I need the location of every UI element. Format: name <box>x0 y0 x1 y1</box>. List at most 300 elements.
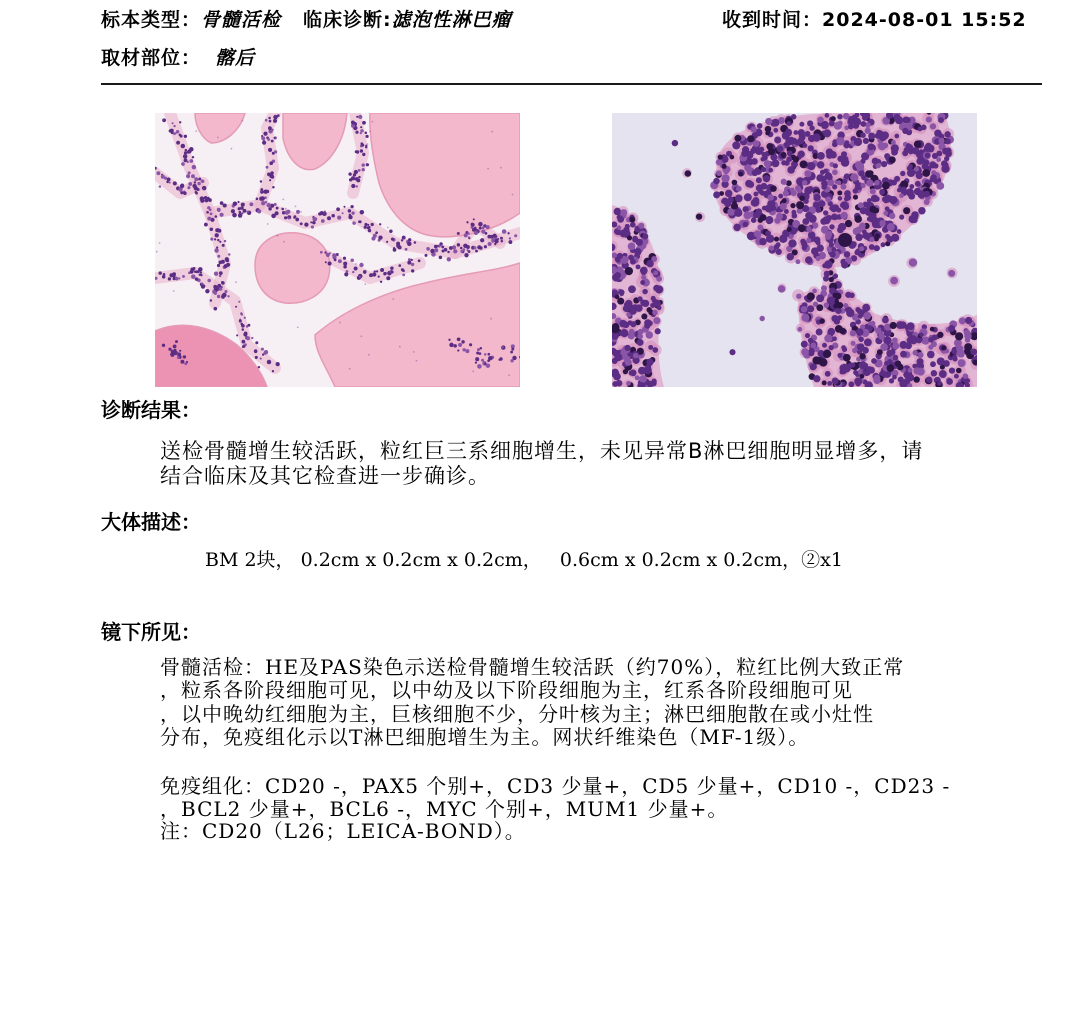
cell-nucleus <box>790 203 795 208</box>
cell-nucleus <box>475 357 479 361</box>
cell-nucleus <box>928 345 933 350</box>
received-time-label: 收到时间： <box>722 9 823 31</box>
cell-nucleus <box>873 207 879 213</box>
cell-nucleus <box>763 175 770 182</box>
cell-nucleus <box>364 223 367 226</box>
cell-nucleus <box>475 250 478 253</box>
cell-nucleus <box>732 141 740 149</box>
cell-nucleus <box>479 227 482 230</box>
cell-nucleus <box>841 151 847 157</box>
osteocyte-dot <box>512 194 514 196</box>
cell-nucleus <box>344 272 348 276</box>
cell-nucleus <box>930 174 937 181</box>
cell-nucleus <box>358 176 360 178</box>
cell-nucleus <box>860 183 865 188</box>
cell-nucleus <box>318 212 321 215</box>
cell-nucleus <box>343 265 347 269</box>
cell-nucleus <box>215 233 219 237</box>
cell-nucleus <box>355 131 358 134</box>
cell-nucleus <box>963 373 969 379</box>
cell-nucleus <box>721 174 729 182</box>
cell-nucleus <box>778 194 783 199</box>
cell-nucleus <box>311 225 314 228</box>
cell-nucleus <box>300 222 303 225</box>
cell-nucleus <box>464 253 468 257</box>
cell-nucleus <box>227 295 229 297</box>
cell-nucleus <box>343 206 345 208</box>
cell-nucleus <box>964 332 972 340</box>
ihc-note: 注：CD20（L26；LEICA-BOND）。 <box>160 819 526 844</box>
cell-nucleus <box>461 340 464 343</box>
cell-nucleus <box>652 310 658 316</box>
cell-nucleus <box>304 222 308 226</box>
cell-nucleus <box>887 223 895 231</box>
cell-nucleus <box>797 138 804 145</box>
cell-nucleus <box>816 304 823 311</box>
cell-nucleus <box>833 163 838 168</box>
cell-nucleus <box>853 195 858 200</box>
cell-nucleus <box>959 317 966 324</box>
cell-nucleus <box>178 277 180 279</box>
cell-nucleus <box>798 151 805 158</box>
cell-nucleus <box>186 174 190 178</box>
cell-nucleus <box>240 206 244 210</box>
cell-nucleus <box>217 264 220 267</box>
cell-nucleus <box>191 174 195 178</box>
cell-nucleus <box>804 170 811 177</box>
cell-nucleus <box>617 225 622 230</box>
cell-nucleus <box>900 171 905 176</box>
cell-nucleus <box>829 224 834 229</box>
cell-nucleus <box>449 343 453 347</box>
cell-nucleus <box>171 350 175 354</box>
cell-nucleus <box>173 125 175 127</box>
cell-nucleus <box>844 140 849 145</box>
cell-nucleus <box>356 150 359 153</box>
cell-nucleus <box>351 205 354 208</box>
cell-nucleus <box>801 341 808 348</box>
cell-nucleus <box>407 261 411 265</box>
cell-nucleus <box>936 157 941 162</box>
cell-nucleus <box>359 276 361 278</box>
cell-nucleus <box>265 119 268 122</box>
cell-nucleus <box>834 214 839 219</box>
cell-nucleus <box>807 186 813 192</box>
cell-nucleus <box>909 184 914 189</box>
cell-nucleus <box>844 197 849 202</box>
cell-nucleus <box>810 343 816 349</box>
cell-nucleus <box>854 138 862 146</box>
osteocyte-dot <box>490 318 492 320</box>
cell-nucleus <box>221 294 223 296</box>
cell-nucleus <box>314 217 317 220</box>
cell-nucleus <box>946 378 953 385</box>
cell-nucleus <box>190 270 194 274</box>
cell-nucleus <box>271 214 276 219</box>
cell-nucleus <box>887 236 894 243</box>
cell-nucleus <box>201 180 205 184</box>
cell-nucleus <box>930 123 936 129</box>
cell-nucleus <box>453 249 457 253</box>
cell-nucleus <box>232 213 237 218</box>
cell-nucleus <box>652 347 658 353</box>
cell-nucleus <box>640 267 648 275</box>
cell-nucleus <box>728 196 734 202</box>
cell-nucleus <box>637 334 643 340</box>
cell-nucleus <box>821 285 827 291</box>
cell-nucleus <box>772 160 780 168</box>
cell-nucleus <box>238 213 243 218</box>
cell-nucleus <box>892 375 897 380</box>
cell-nucleus <box>871 358 877 364</box>
cell-nucleus <box>220 213 224 217</box>
cell-nucleus <box>873 377 880 384</box>
cell-nucleus <box>499 357 502 360</box>
cell-nucleus <box>633 353 638 358</box>
cell-nucleus <box>623 369 628 374</box>
cell-nucleus <box>244 331 248 335</box>
osteocyte-dot <box>487 168 489 170</box>
cell-nucleus <box>219 241 221 243</box>
cell-nucleus <box>194 181 196 183</box>
cell-nucleus <box>859 361 867 369</box>
cell-nucleus <box>848 381 854 387</box>
cell-nucleus <box>863 138 869 144</box>
cell-nucleus <box>949 367 955 373</box>
cell-nucleus <box>799 195 805 201</box>
gross-heading: 大体描述： <box>101 510 201 534</box>
cell-nucleus <box>266 166 269 169</box>
cell-nucleus <box>173 181 177 185</box>
cell-nucleus <box>831 315 838 322</box>
cell-nucleus <box>217 239 219 241</box>
cell-nucleus <box>858 336 864 342</box>
cell-nucleus <box>390 266 393 269</box>
cell-nucleus <box>324 251 326 253</box>
cell-nucleus <box>857 343 865 351</box>
cell-nucleus <box>751 217 757 223</box>
cell-nucleus <box>816 328 823 335</box>
cell-nucleus <box>863 312 871 320</box>
cell-nucleus <box>368 229 371 232</box>
diagnosis-line: 结合临床及其它检查进一步确诊。 <box>160 464 490 488</box>
cell-nucleus <box>774 244 779 249</box>
cell-nucleus <box>625 224 630 229</box>
cell-nucleus <box>802 180 808 186</box>
diagnosis-heading: 诊断结果： <box>101 398 201 422</box>
osteocyte-dot <box>500 167 502 169</box>
cell-nucleus <box>832 170 838 176</box>
cell-nucleus <box>469 343 472 346</box>
cell-nucleus <box>807 292 815 300</box>
cell-nucleus <box>511 348 514 351</box>
cell-nucleus <box>734 135 741 142</box>
cell-nucleus <box>853 188 858 193</box>
cell-nucleus <box>908 368 913 373</box>
cell-nucleus <box>360 132 362 134</box>
cell-nucleus <box>293 215 296 218</box>
cell-nucleus <box>235 306 237 308</box>
cell-nucleus <box>696 213 702 219</box>
cell-nucleus <box>625 267 633 275</box>
cell-nucleus <box>207 217 211 221</box>
cell-nucleus <box>624 302 630 308</box>
osteocyte-dot <box>508 374 510 376</box>
cell-nucleus <box>348 172 351 175</box>
cell-nucleus <box>805 256 812 263</box>
cell-nucleus <box>495 239 499 243</box>
cell-nucleus <box>787 121 792 126</box>
cell-nucleus <box>475 361 477 363</box>
cell-nucleus <box>765 126 772 133</box>
osteocyte-dot <box>235 281 237 283</box>
cell-nucleus <box>756 177 762 183</box>
cell-nucleus <box>375 231 378 234</box>
cell-nucleus <box>806 226 811 231</box>
cell-nucleus <box>310 221 312 223</box>
cell-nucleus <box>242 345 245 348</box>
cell-nucleus <box>260 358 262 360</box>
cell-nucleus <box>258 366 260 368</box>
cell-nucleus <box>781 152 787 158</box>
cell-nucleus <box>879 189 885 195</box>
cell-nucleus <box>458 343 462 347</box>
cell-nucleus <box>379 223 381 225</box>
cell-nucleus <box>502 346 504 348</box>
cell-nucleus <box>203 285 206 288</box>
cell-nucleus <box>628 285 636 293</box>
cell-nucleus <box>725 190 733 198</box>
cell-nucleus <box>838 223 846 231</box>
cell-nucleus <box>751 199 759 207</box>
cell-nucleus <box>365 146 367 148</box>
cell-nucleus <box>224 264 228 268</box>
cell-nucleus <box>822 216 830 224</box>
cell-nucleus <box>809 125 814 130</box>
cell-nucleus <box>426 247 430 251</box>
cell-nucleus <box>179 133 182 136</box>
cell-nucleus <box>262 353 264 355</box>
microscopy-line: 骨髓活检：HE及PAS染色示送检骨髓增生较活跃（约70%），粒红比例大致正常 <box>160 655 905 679</box>
cell-nucleus <box>373 234 377 238</box>
cell-nucleus <box>685 170 692 177</box>
cell-nucleus <box>268 126 272 130</box>
cell-nucleus <box>931 370 938 377</box>
osteocyte-dot <box>297 327 299 329</box>
cell-nucleus <box>762 206 767 211</box>
cell-nucleus <box>733 224 740 231</box>
cell-nucleus <box>471 223 475 227</box>
cell-nucleus <box>358 220 361 223</box>
cell-nucleus <box>214 271 218 275</box>
cell-nucleus <box>214 215 217 218</box>
cell-nucleus <box>214 307 218 311</box>
received-time <box>722 8 1027 32</box>
cell-nucleus <box>770 185 777 192</box>
microscopy-line: ，粒系各阶段细胞可见，以中幼及以下阶段细胞为主，红系各阶段细胞可见 <box>160 678 853 703</box>
cell-nucleus <box>350 259 354 263</box>
osteocyte-dot <box>355 263 357 265</box>
cell-nucleus <box>919 149 924 154</box>
cell-nucleus <box>343 262 347 266</box>
cell-nucleus <box>441 245 444 248</box>
cell-nucleus <box>636 264 641 269</box>
cell-nucleus <box>812 364 817 369</box>
cell-nucleus <box>842 179 847 184</box>
cell-nucleus <box>902 128 908 134</box>
cell-nucleus <box>267 360 271 364</box>
cell-nucleus <box>756 208 762 214</box>
cell-nucleus <box>484 363 486 365</box>
cell-nucleus <box>194 177 198 181</box>
osteocyte-dot <box>457 233 459 235</box>
cell-nucleus <box>457 337 461 341</box>
cell-nucleus <box>172 122 174 124</box>
osteocyte-dot <box>472 370 474 372</box>
cell-nucleus <box>837 190 842 195</box>
cell-nucleus <box>336 207 340 211</box>
microscopy-text <box>160 656 904 749</box>
cell-nucleus <box>846 307 852 313</box>
cell-nucleus <box>836 137 844 145</box>
cell-nucleus <box>783 190 789 196</box>
cell-nucleus <box>850 173 858 181</box>
cell-nucleus <box>753 140 760 147</box>
osteocyte-dot <box>277 235 279 237</box>
cell-nucleus <box>881 161 887 167</box>
cell-nucleus <box>744 211 752 219</box>
cell-nucleus <box>864 338 872 346</box>
cell-nucleus <box>829 277 834 282</box>
cell-nucleus <box>837 353 842 358</box>
cell-nucleus <box>945 150 952 157</box>
cell-nucleus <box>217 284 221 288</box>
cell-nucleus <box>184 151 187 154</box>
cell-nucleus <box>855 234 863 242</box>
cell-nucleus <box>207 279 211 283</box>
cell-nucleus <box>837 114 843 120</box>
cell-nucleus <box>360 210 365 215</box>
cell-nucleus <box>741 150 748 157</box>
cell-nucleus <box>220 201 224 205</box>
cell-nucleus <box>868 132 875 139</box>
cell-nucleus <box>819 358 827 366</box>
osteocyte-dot <box>217 137 219 139</box>
cell-nucleus <box>885 206 890 211</box>
cell-nucleus <box>242 328 245 331</box>
micrograph-left <box>155 113 520 387</box>
cell-nucleus <box>872 158 879 165</box>
cell-nucleus <box>332 253 336 257</box>
cell-nucleus <box>821 184 827 190</box>
cell-nucleus <box>629 217 635 223</box>
microscopy-line: ，以中晚幼红细胞为主，巨核细胞不少，分叶核为主；淋巴细胞散在或小灶性 <box>160 701 874 726</box>
cell-nucleus <box>222 244 225 247</box>
cell-nucleus <box>241 324 245 328</box>
cell-nucleus <box>269 161 273 165</box>
cell-nucleus <box>796 201 804 209</box>
cell-nucleus <box>374 270 376 272</box>
cell-nucleus <box>851 341 856 346</box>
cell-nucleus <box>200 196 204 200</box>
cell-nucleus <box>348 209 352 213</box>
cell-nucleus <box>411 263 414 266</box>
cell-nucleus <box>936 182 944 190</box>
osteocyte-dot <box>369 131 371 133</box>
cell-nucleus <box>612 323 620 331</box>
cell-nucleus <box>795 259 800 264</box>
cell-nucleus <box>477 348 480 351</box>
cell-nucleus <box>747 135 754 142</box>
cell-nucleus <box>919 332 924 337</box>
cell-nucleus <box>237 201 239 203</box>
cell-nucleus <box>183 192 187 196</box>
cell-nucleus <box>854 215 862 223</box>
cell-nucleus <box>816 294 824 302</box>
cell-nucleus <box>507 232 509 234</box>
cell-nucleus <box>782 198 787 203</box>
cell-nucleus <box>778 285 785 292</box>
cell-nucleus <box>251 337 253 339</box>
cell-nucleus <box>168 348 171 351</box>
cell-nucleus <box>801 306 808 313</box>
cell-nucleus <box>767 194 773 200</box>
cell-nucleus <box>364 270 366 272</box>
cell-nucleus <box>452 246 454 248</box>
cell-nucleus <box>774 137 781 144</box>
cell-nucleus <box>378 275 380 277</box>
osteocyte-dot <box>156 251 158 253</box>
cell-nucleus <box>939 370 947 378</box>
cell-nucleus <box>886 350 893 357</box>
cell-nucleus <box>776 249 782 255</box>
cell-nucleus <box>907 322 915 330</box>
cell-nucleus <box>922 169 930 177</box>
cell-nucleus <box>177 356 180 359</box>
cell-nucleus <box>648 345 653 350</box>
osteocyte-dot <box>387 227 389 229</box>
cell-nucleus <box>372 272 376 276</box>
cell-nucleus <box>256 198 259 201</box>
cell-nucleus <box>825 371 831 377</box>
cell-nucleus <box>334 259 337 262</box>
cell-nucleus <box>358 115 362 119</box>
cell-nucleus <box>478 222 483 227</box>
cell-nucleus <box>808 164 813 169</box>
cell-nucleus <box>411 269 414 272</box>
osteocyte-dot <box>195 130 197 132</box>
cell-nucleus <box>270 171 274 175</box>
cell-nucleus <box>751 126 757 132</box>
osteocyte-dot <box>372 121 374 123</box>
cell-nucleus <box>713 191 720 198</box>
cell-nucleus <box>893 341 898 346</box>
cell-nucleus <box>467 232 470 235</box>
cell-nucleus <box>424 254 427 257</box>
cell-nucleus <box>853 370 858 375</box>
cell-nucleus <box>228 253 230 255</box>
cell-nucleus <box>884 119 889 124</box>
cell-nucleus <box>930 327 935 332</box>
cell-nucleus <box>786 156 792 162</box>
cell-nucleus <box>189 159 193 163</box>
cell-nucleus <box>876 130 881 135</box>
cell-nucleus <box>219 275 222 278</box>
cell-nucleus <box>765 231 771 237</box>
cell-nucleus <box>630 321 636 327</box>
cell-nucleus <box>365 132 368 135</box>
cell-nucleus <box>891 140 896 145</box>
